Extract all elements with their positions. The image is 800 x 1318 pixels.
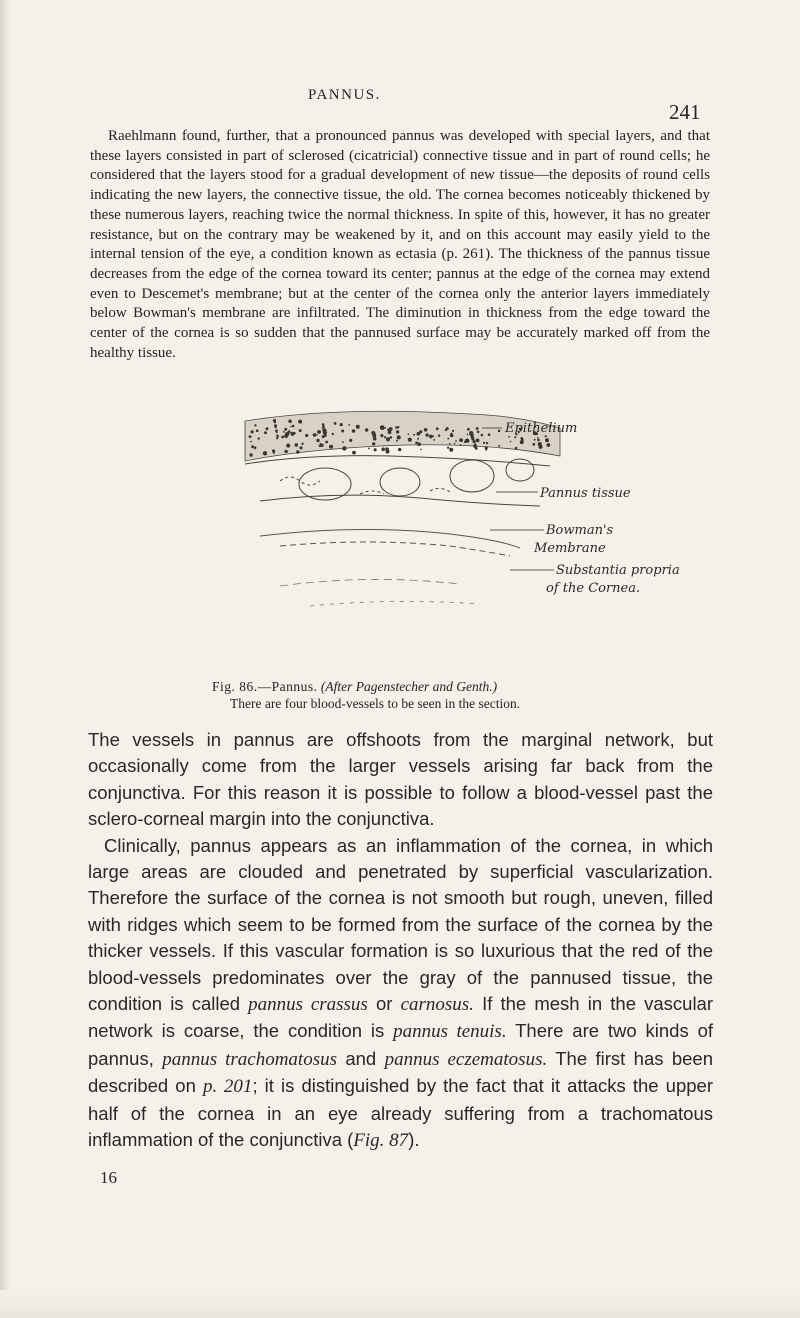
- epithelium-cell: [368, 448, 370, 450]
- epithelium-cell: [286, 444, 290, 448]
- epithelium-cell: [275, 426, 277, 428]
- epithelium-cell: [498, 445, 500, 447]
- epithelium-cell: [322, 427, 324, 429]
- text-run: The first has been described on: [88, 1047, 714, 1097]
- histology-illustration: [220, 406, 720, 666]
- signature-mark: 16: [100, 1168, 117, 1187]
- epithelium-cell: [515, 447, 518, 450]
- epithelium-cell: [299, 446, 302, 449]
- epithelium-cell: [251, 430, 254, 433]
- epithelium-cell: [520, 440, 524, 444]
- epithelium-cell: [299, 429, 302, 432]
- epithelium-cell: [277, 437, 279, 439]
- epithelium-cell: [449, 448, 453, 452]
- epithelium-cell: [276, 432, 278, 434]
- epithelium-cell: [283, 431, 285, 433]
- bowmans-membrane-layer: [260, 529, 520, 556]
- epithelium-cell: [473, 445, 477, 449]
- epithelium-cell: [298, 420, 302, 424]
- term-carnosus: carnosus.: [400, 994, 474, 1016]
- epithelium-cell: [417, 432, 421, 436]
- epithelium-cell: [450, 434, 454, 438]
- epithelium-cell: [274, 421, 276, 423]
- figure-caption: [212, 678, 712, 712]
- epithelium-cell: [467, 434, 469, 436]
- epithelium-cell: [398, 436, 401, 439]
- epithelium-cell: [425, 433, 428, 436]
- epithelium-cell: [438, 435, 440, 437]
- epithelium-cell: [281, 436, 284, 439]
- epithelium-cell: [388, 430, 392, 434]
- epithelium-cell: [254, 446, 257, 449]
- epithelium-cell: [459, 438, 463, 442]
- epithelium-cell: [266, 427, 269, 430]
- blood-vessel: [380, 468, 420, 496]
- body-text: [88, 727, 713, 1155]
- epithelium-cell: [447, 447, 449, 449]
- epithelium-cell: [322, 423, 325, 426]
- epithelium-cell: [296, 450, 299, 453]
- epithelium-cell: [320, 444, 323, 447]
- epithelium-cell: [313, 433, 317, 437]
- epithelium-cell: [256, 429, 259, 432]
- epithelium-cell: [254, 424, 256, 426]
- term-pannus-tenuis: pannus tenuis.: [393, 1021, 507, 1043]
- epithelium-cell: [408, 433, 410, 435]
- text-run: ).: [408, 1129, 420, 1151]
- epithelium-cell: [372, 442, 375, 445]
- caption-attribution: (After Pagenstecher and Genth.): [320, 679, 498, 694]
- epithelium-cell: [276, 435, 279, 438]
- epithelium-cell: [301, 443, 303, 445]
- epithelium-cell: [485, 449, 487, 451]
- epithelium-cell: [293, 432, 295, 434]
- term-pannus-crassus: pannus crassus: [248, 994, 368, 1016]
- epithelium-cell: [374, 448, 377, 451]
- body-paragraph-2: [88, 833, 713, 1155]
- epithelium-cell: [316, 434, 318, 436]
- epithelium-cell: [455, 440, 457, 442]
- epithelium-cell: [413, 434, 415, 436]
- epithelium-cell: [325, 441, 328, 444]
- epithelium-cell: [398, 448, 401, 451]
- epithelium-cell: [258, 437, 260, 439]
- epithelium-cell: [472, 438, 475, 441]
- substantia-propria-layer: [280, 579, 480, 606]
- epithelium-cell: [342, 446, 346, 450]
- epithelium-cell: [273, 452, 275, 454]
- term-pannus-trachomatosus: pannus trachomatosus: [162, 1048, 337, 1070]
- text-run: There are two kinds of pannus,: [88, 1020, 714, 1069]
- running-head: PANNUS.: [308, 87, 381, 103]
- epithelium-cell: [341, 430, 344, 433]
- page-number: 241: [669, 100, 701, 124]
- epithelium-cell: [342, 441, 344, 443]
- epithelium-cell: [349, 439, 352, 442]
- epithelium-cell: [386, 437, 390, 441]
- epithelium-cell: [532, 443, 535, 446]
- term-pannus-eczematosus: pannus eczematosus.: [384, 1048, 548, 1070]
- epithelium-cell: [249, 453, 252, 456]
- epithelium-cell: [488, 433, 491, 436]
- epithelium-cell: [329, 445, 333, 449]
- epithelium-cell: [250, 441, 252, 443]
- epithelium-cell: [465, 439, 469, 443]
- epithelium-cell: [251, 445, 254, 448]
- epithelium-cell: [432, 435, 434, 437]
- epithelium-cell: [352, 451, 356, 455]
- epithelium-cell: [417, 438, 419, 440]
- label-substantia-2: of the Cornea.: [546, 581, 641, 596]
- epithelium-cell: [537, 439, 540, 442]
- epithelium-cell: [290, 426, 292, 428]
- epithelium-cell: [381, 448, 385, 452]
- epithelium-cell: [481, 434, 484, 437]
- pannus-tissue-layer: [245, 456, 550, 506]
- caption-figure-number: Fig. 86.—Pannus.: [212, 679, 318, 694]
- epithelium-cell: [323, 431, 327, 435]
- epithelium-cell: [486, 442, 488, 444]
- epithelium-cell: [436, 427, 439, 430]
- epithelium-cell: [408, 438, 412, 442]
- epithelium-cell: [317, 431, 320, 434]
- label-bowmans-2: Membrane: [534, 541, 606, 556]
- epithelium-cell: [452, 430, 454, 432]
- epithelium-cell: [447, 438, 449, 440]
- epithelium-cell: [537, 437, 539, 439]
- epithelium-cell: [352, 429, 356, 433]
- intro-paragraph: Raehlmann found, further, that a pronounced pannus was developed with special layers, and that these layers consisted in part of sclerosed (cicatricial) connective tissue and in part of round cells; he considered that the layers stood for a gradual development of new tissue—the deposits of round cells indicating the new layers, the connective tissue, the old. The cornea becomes noticeably thickened by these numerous layers, reaching twice the normal thickness. In spite of this, however, it has no greater resistance, but on the contrary may be weakened by it, and on this account may easily yield to the internal tension of the eye, a condition known as ectasia (p. 261). The thickness of the pannus tissue decreases from the edge of the cornea toward its center; pannus at the edge of the cornea may extend even to Descemet's membrane; but at the center of the cornea only the anterior layers immediately below Bowman's membrane are infiltrated. The diminution in thickness from the edge toward the center of the cornea is so sudden that the pannused surface may be accurately marked off from the healthy tissue.: [90, 128, 710, 361]
- epithelium-cell: [546, 440, 548, 442]
- epithelium-cell: [332, 433, 334, 435]
- epithelium-cell: [396, 440, 398, 442]
- body-paragraph-1: The vessels in pannus are offshoots from the marginal network, but occasionally come from the larger vessels arising far back from the conjunctiva. For this reason it is possible to follow a blood-vessel past the sclero-corneal margin into the conjunctiva.: [88, 729, 713, 830]
- page-shadow-left: [0, 0, 10, 1318]
- epithelium-cell: [417, 442, 421, 446]
- epithelium-cell: [387, 448, 389, 450]
- epithelium-cell: [449, 443, 451, 445]
- epithelium-cell: [390, 436, 393, 439]
- page-shadow-bottom: [0, 1290, 800, 1318]
- epithelium-cell: [249, 435, 252, 438]
- figure-pannus-section: [220, 406, 720, 666]
- epithelium-cell: [454, 443, 456, 445]
- epithelium-cell: [340, 423, 343, 426]
- epithelium-cell: [483, 442, 485, 444]
- epithelium-layer: [245, 411, 560, 461]
- epithelium-cell: [508, 436, 510, 438]
- epithelium-cell: [420, 449, 422, 451]
- epithelium-cell: [476, 427, 479, 430]
- epithelium-cell: [372, 434, 376, 438]
- epithelium-cell: [380, 434, 383, 437]
- caption-note: There are four blood-vessels to be seen in the section.: [230, 696, 521, 711]
- epithelium-cell: [292, 425, 295, 428]
- epithelium-cell: [396, 430, 399, 433]
- epithelium-cell: [498, 430, 501, 433]
- epithelium-cell: [534, 439, 536, 441]
- epithelium-cell: [384, 436, 386, 438]
- epithelium-cell: [514, 436, 516, 438]
- epithelium-cell: [477, 431, 480, 434]
- epithelium-cell: [386, 450, 390, 454]
- epithelium-cell: [547, 443, 551, 447]
- epithelium-cell: [365, 428, 368, 431]
- epithelium-cell: [316, 439, 319, 442]
- epithelium-cell: [264, 431, 267, 434]
- epithelium-cell: [305, 434, 308, 437]
- text-run: and: [345, 1047, 377, 1069]
- page-reference: p. 201: [202, 1076, 253, 1098]
- epithelium-cell: [295, 443, 299, 447]
- epithelium-cell: [445, 429, 447, 431]
- text-run: ; it is distinguished by the fact that it attacks the upper half of the cornea in an eye already suffering from a trachomatous inflammation of the conjunctiva (: [88, 1075, 714, 1151]
- epithelium-cell: [539, 445, 541, 447]
- label-bowmans-1: Bowman's: [546, 523, 614, 538]
- epithelium-cell: [263, 451, 267, 455]
- text-run: Clinically, pannus appears as an inflammation of the cornea, in which large areas are clouded and penetrated by superficial vascularization. Therefore the surface of the cornea is not smooth but rough, uneven, filled with ridges which seem to be formed from the surface of the cornea by the thicker vessels. If this vascular formation is so luxurious that the red of the blood-vessels predominates over the gray of the pannused tissue, the condition is called: [88, 834, 713, 1015]
- epithelium-cell: [476, 439, 480, 443]
- blood-vessel: [506, 459, 534, 481]
- text-run: If the mesh in the vascular network is coarse, the condition is: [88, 993, 714, 1042]
- epithelium-cell: [429, 435, 433, 439]
- epithelium-cell: [284, 450, 287, 453]
- epithelium-cell: [334, 422, 337, 425]
- epithelium-cell: [348, 424, 350, 426]
- text-run: or: [375, 993, 393, 1015]
- blood-vessel: [450, 460, 494, 492]
- epithelium-cell: [467, 428, 470, 431]
- epithelium-cell: [380, 425, 384, 429]
- epithelium-cell: [424, 428, 428, 432]
- epithelium-cell: [510, 441, 512, 443]
- epithelium-cell: [459, 444, 461, 446]
- label-epithelium: Epithelium: [505, 421, 578, 436]
- epithelium-cell: [288, 430, 291, 433]
- epithelium-cell: [395, 426, 398, 429]
- epithelium-cell: [433, 439, 435, 441]
- epithelium-cell: [288, 420, 292, 424]
- label-pannus-tissue: Pannus tissue: [540, 486, 631, 501]
- epithelium-cell: [284, 428, 287, 431]
- epithelium-cell: [356, 425, 360, 429]
- figure-reference: Fig. 87: [353, 1130, 409, 1152]
- label-substantia-1: Substantia propria: [556, 563, 680, 578]
